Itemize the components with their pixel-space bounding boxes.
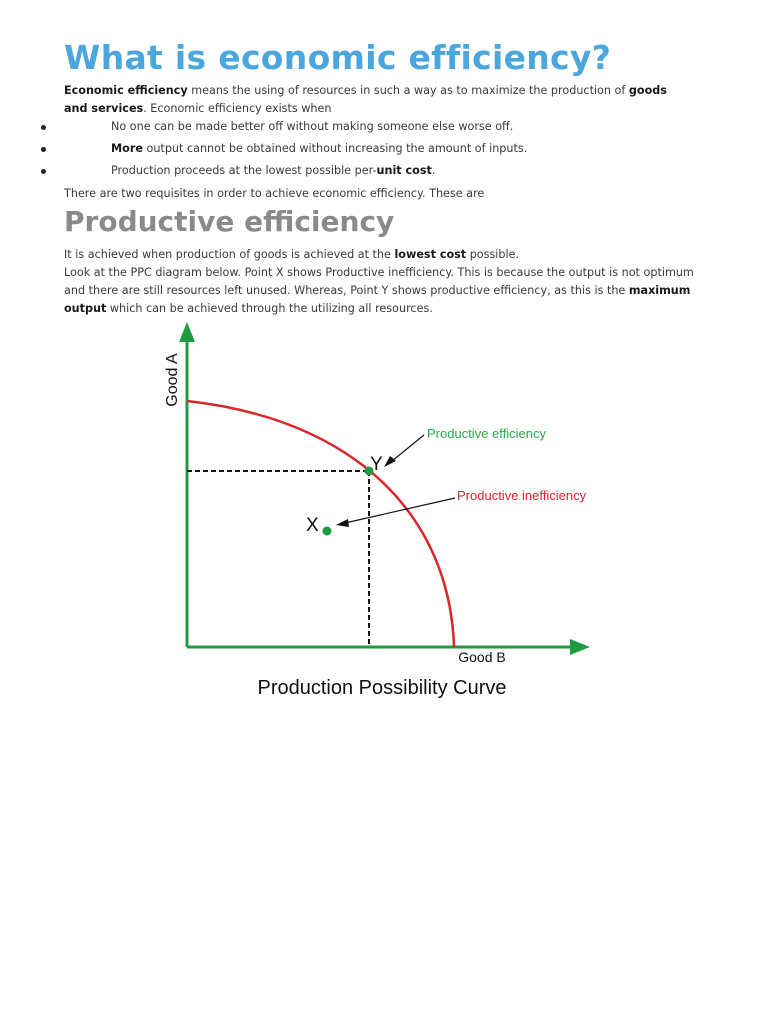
intro-text-2: . Economic efficiency exists when (143, 102, 332, 115)
list-item-text: Production proceeds at the lowest possible per-unit cost. (111, 164, 436, 177)
bullet-dot (41, 125, 46, 130)
y-axis-arrowhead (179, 322, 195, 342)
section-heading-productive-efficiency: Productive efficiency (64, 205, 395, 238)
intro-paragraph (64, 82, 694, 118)
productive-efficiency-label: Productive efficiency (427, 426, 546, 441)
y-axis-label: Good A (164, 353, 181, 407)
bullet-dot (41, 147, 46, 152)
efficient-arrow-line (392, 435, 424, 461)
bold-maximum-output: maximum output (64, 284, 691, 315)
productive-inefficiency-label: Productive inefficiency (457, 488, 587, 503)
list-item (0, 118, 700, 140)
list-item-text: No one can be made better off without making someone else worse off. (111, 120, 514, 133)
intro-text-1: means the using of resources in such a way as to maximize the production of (187, 84, 629, 97)
efficient-arrowhead (384, 456, 396, 467)
bullet-dot (41, 169, 46, 174)
point-x-marker (323, 527, 332, 536)
ppc-curve (187, 401, 454, 647)
x-axis-label: Good B (458, 649, 506, 665)
ppc-diagram (150, 320, 610, 710)
inefficient-arrowhead (336, 519, 349, 527)
list-item-text: More output cannot be obtained without increasing the amount of inputs. (111, 142, 528, 155)
point-y-label: Y (370, 454, 383, 475)
x-axis-arrowhead (570, 639, 590, 655)
productive-paragraph-2: Look at the PPC diagram below. Point X shows Productive inefficiency. This is because the output is not optimum and there are still resources left unused. Whereas, Point Y shows productive efficiency, as this is the maximum output which can be achieved through the utilizing all resources. (64, 266, 694, 315)
bold-lowest-cost: lowest cost (394, 248, 467, 261)
page-title: What is economic efficiency? (64, 38, 612, 77)
conditions-list (0, 118, 700, 184)
diagram-title: Production Possibility Curve (257, 677, 507, 699)
intro-bold-goods-services: goods and services (64, 84, 667, 115)
list-item (0, 140, 700, 162)
productive-paragraph-1: It is achieved when production of goods is achieved at the lowest cost possible. (64, 248, 520, 261)
point-x-label: X (306, 515, 319, 536)
requisites-text: There are two requisites in order to achieve economic efficiency. These are (64, 187, 485, 200)
intro-bold-economic-efficiency: Economic efficiency (64, 84, 188, 97)
list-item (0, 162, 700, 184)
